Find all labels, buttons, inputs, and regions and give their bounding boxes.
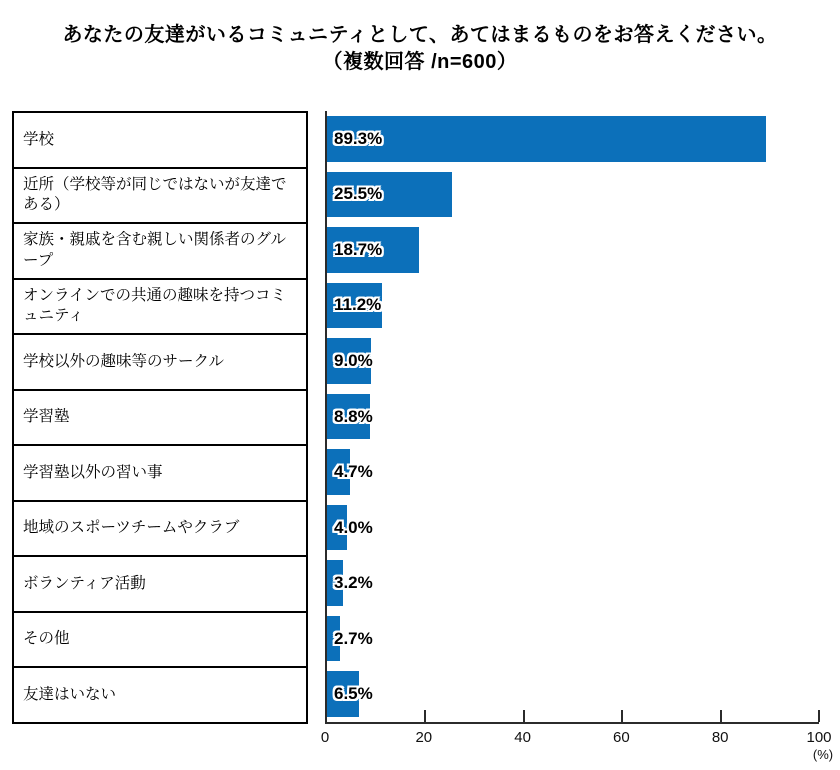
- bar-row: [327, 500, 819, 556]
- x-axis-tick: [424, 710, 426, 722]
- category-cell: 学校以外の趣味等のサークル: [14, 335, 306, 391]
- bar-row: [327, 222, 819, 278]
- bar-rows: [327, 111, 819, 722]
- bar-value-label: 4.0%: [334, 517, 373, 537]
- bar-value-label: 11.2%: [334, 295, 382, 315]
- bar-value-label: 3.2%: [334, 573, 373, 593]
- bar: [327, 116, 766, 162]
- chart-title: [0, 22, 840, 76]
- bar-row: [327, 278, 819, 334]
- x-axis-tick-label: 100: [806, 729, 832, 746]
- bar-row: [327, 555, 819, 611]
- category-cell: 学習塾以外の習い事: [14, 446, 306, 502]
- x-axis-tick-label: 60: [613, 729, 630, 746]
- bar-row: [327, 333, 819, 389]
- bar-value-label: 8.8%: [334, 406, 373, 426]
- x-axis-tick-label: 0: [320, 729, 330, 746]
- bar-row: [327, 444, 819, 500]
- bar-value-label: 2.7%: [334, 628, 373, 648]
- bar-value-label: 4.7%: [334, 462, 373, 482]
- category-cell: 学校: [14, 113, 306, 169]
- bar-value-label: 18.7%: [334, 239, 383, 259]
- x-axis-tick-label: 20: [415, 729, 433, 746]
- bar-value-label: 89.3%: [334, 128, 383, 148]
- chart-title-line2: （複数回答 /n=600）: [322, 51, 518, 73]
- bar-row: [327, 389, 819, 445]
- category-cell: 学習塾: [14, 391, 306, 447]
- category-cell: 家族・親戚を含む親しい関係者のグループ: [14, 224, 306, 280]
- category-label-table: [12, 111, 308, 724]
- bar-value-label: 6.5%: [334, 684, 373, 704]
- x-axis-unit-label: (%): [812, 747, 834, 762]
- plot-area: [325, 111, 819, 724]
- x-axis-tick-label: 40: [514, 729, 531, 746]
- x-axis-tick: [818, 710, 820, 722]
- bar-value-label: 9.0%: [334, 350, 373, 370]
- x-axis-tick-label: 80: [711, 729, 729, 746]
- x-axis-tick: [621, 710, 623, 722]
- category-cell: その他: [14, 613, 306, 669]
- x-axis-tick: [720, 710, 722, 722]
- category-cell: 近所（学校等が同じではないが友達である）: [14, 169, 306, 225]
- x-axis-labels: [320, 729, 832, 747]
- bar-row: [327, 666, 819, 722]
- bar-row: [327, 111, 819, 167]
- category-cell: 地域のスポーツチームやクラブ: [14, 502, 306, 558]
- category-cell: オンラインでの共通の趣味を持つコミュニティ: [14, 280, 306, 336]
- category-cell: 友達はいない: [23, 686, 117, 704]
- bar-row: [327, 611, 819, 667]
- category-cell: ボランティア活動: [14, 557, 306, 613]
- bar-value-label: 25.5%: [334, 184, 383, 204]
- x-axis-tick: [523, 710, 525, 722]
- chart-title-line1: あなたの友達がいるコミュニティとして、あてはまるものをお答えください。: [62, 24, 778, 46]
- bar-row: [327, 167, 819, 223]
